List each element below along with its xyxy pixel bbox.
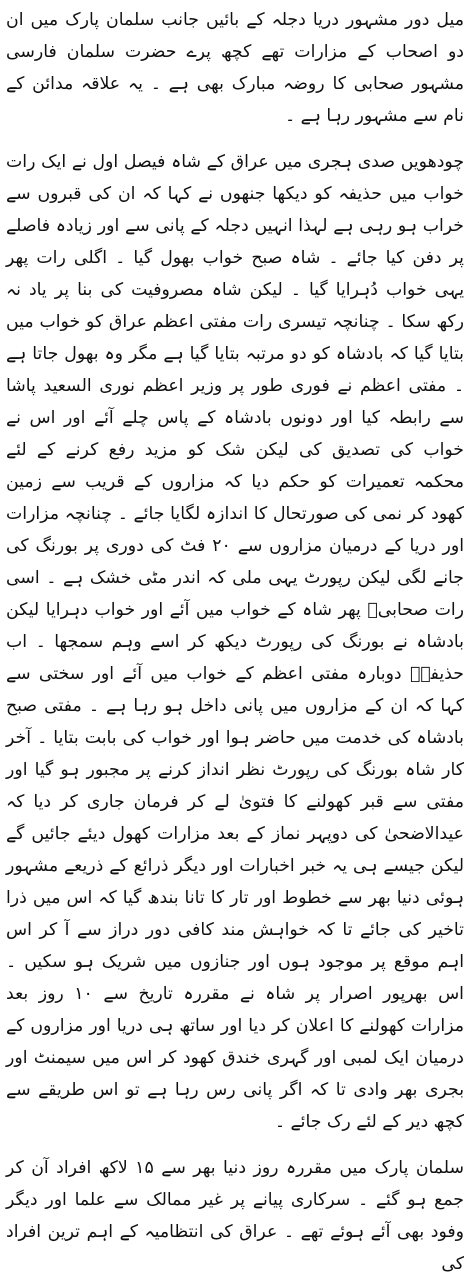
paragraph-dream-story: چودھویں صدی ہجری میں عراق کے شاہ فیصل اول نے ایک رات خواب میں حذیفہ کو دیکھا جنھوں نے کہا کہ ان کی قبروں سے خراب ہو رہی ہے لہذا انہیں دجلہ کے پانی سے اور زیادہ فاصلے پر دفن کیا جائے ۔ شاہ صبح خواب بھول گیا ۔ اگلی رات پھر یہی خواب دُہرایا گیا ۔ لیکن شاہ مصروفیت کی بنا پر یاد نہ رکھ سکا ۔ چنانچہ تیسری رات مفتی اعظم عراق کو خواب میں بتایا گیا کہ بادشاہ کو دو مرتبہ بتایا گیا ہے مگر وہ بھول جاتا ہے ۔ مفتی اعظم نے فوری طور پر وزیر اعظم نوری السعید پاشا سے رابطہ کیا اور دونوں بادشاہ کے پاس چلے آئے اور اس نے خواب کی تصدیق کی لیکن شک کو مزید رفع کرنے کے لئے محکمہ تعمیرات کو حکم دیا کہ مزاروں کے قریب سے زمین کھود کر نمی کی صورتحال کا اندازہ لگایا جائے ۔ چنانچہ مزارات اور دریا کے درمیان مزاروں سے ۲۰ فٹ کی دوری پر بورنگ کی جانے لگی لیکن رپورٹ یہی ملی کہ اندر مٹی خشک ہے ۔ اسی رات صحابیؓ پھر شاہ کے خواب میں آئے اور خواب دہرایا لیکن بادشاہ نے بورنگ کی رپورٹ دیکھ کر اسے وہم سمجھا ۔ اب حذیفہؓ دوبارہ مفتی اعظم کے خواب میں آئے اور سختی سے کہا کہ ان کے مزاروں میں پانی داخل ہو رہا ہے ۔ مفتی صبح بادشاہ کی خدمت میں حاضر ہوا اور خواب کی بابت بتایا ۔ آخر کار شاہ بورنگ کی رپورٹ نظر انداز کرنے پر مجبور ہو گیا اور مفتی سے قبر کھولنے کا فتویٰ لے کر فرمان جاری کر دیا کہ عیدالاضحیٰ کی دوپہر نماز کے بعد مزارات کھول دیئے جائیں گے لیکن جیسے ہی یہ خبر اخبارات اور دیگر ذرائع کے ذریعے مشہور ہوئی دنیا بھر سے خطوط اور تار کا تانا بندھ گیا کہ اس میں ذرا تاخیر کی جائے تا کہ خواہش مند کافی دور دراز سے آ کر اس اہم موقع پر موجود ہوں اور جنازوں میں شریک ہو سکیں ۔ اس بھرپور اصرار پر شاہ نے مقررہ تاریخ سے ۱۰ روز بعد مزارات کھولنے کا اعلان کر دیا اور ساتھ ہی دریا اور مزاروں کے درمیان ایک لمبی اور گہری خندق کھود کر اس میں سیمنٹ اور بجری بھر وادی تا کہ اگر پانی رس رہا ہے تو اس طریقے سے کچھ دیر کے لئے رک جائے ۔ [6, 152, 464, 1132]
paragraph-intro: میل دور مشہور دریا دجلہ کے بائیں جانب سلمان پارک میں ان دو اصحاب کے مزارات تھے کچھ پرے حضرت سلمان فارسی مشہور صحابی کا روضہ مبارک بھی ہے ۔ یہ علاقہ مدائن کے نام سے مشہور رہا ہے ۔ [6, 10, 464, 126]
paragraph-salman-park: سلمان پارک میں مقررہ روز دنیا بھر سے ۱۵ لاکھ افراد آن کر جمع ہو گئے ۔ سرکاری پیانے پر غیر ممالک سے علما اور دیگر وفود بھی آئے ہوئے تھے ۔ عراق کی انتظامیہ کے اہم ترین افراد کی [6, 1158, 464, 1274]
